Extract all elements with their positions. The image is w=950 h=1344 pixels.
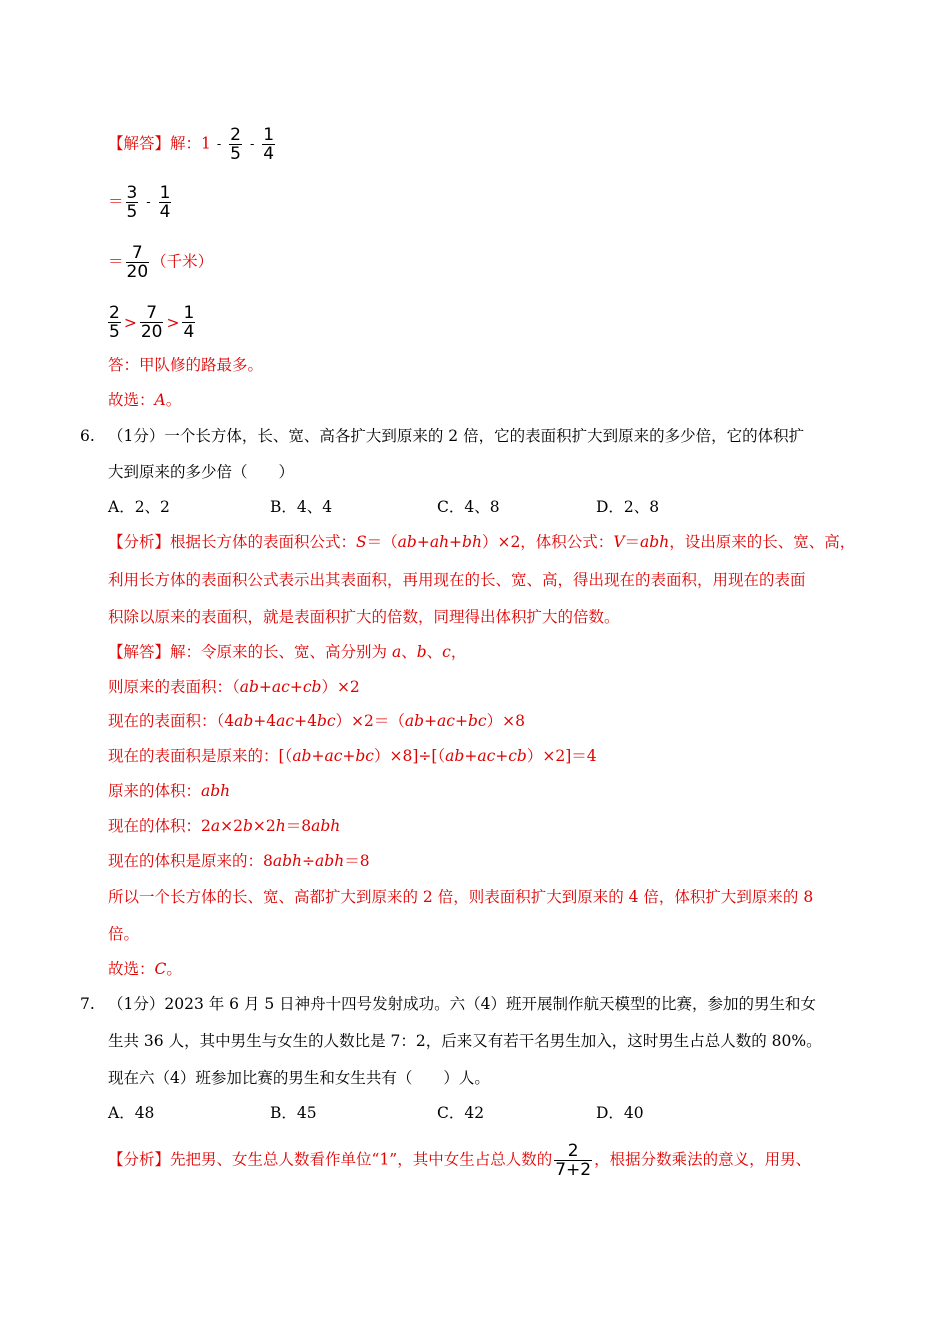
- q6-analysis-line1: 【分析】根据长方体的表面积公式：S＝（ab+ah+bh）×2，体积公式：V＝abh，设出原来的长、宽、高，: [108, 533, 856, 551]
- q7-stem-line3: 现在六（4）班参加比赛的男生和女生共有（ ）人。: [108, 1069, 490, 1087]
- q5-solution-line1: [108, 126, 277, 163]
- q7-stem-line1: （1分）2023 年 6 月 5 日神舟十四号发射成功。六（4）班开展制作航天模型的比赛，参加的男生和女: [108, 995, 817, 1013]
- q6-stem-line2: 大到原来的多少倍（ ）: [108, 463, 295, 481]
- solution-intro: 解：1: [170, 134, 211, 153]
- q5-comparison: [106, 304, 197, 341]
- fraction-2-5: $\frac{2}{5}$: [230, 125, 241, 164]
- minus-sign: -: [146, 194, 151, 210]
- fraction-2-5: $\frac{2}{5}$: [109, 303, 120, 342]
- greater-than: >: [166, 313, 180, 332]
- q7-stem-line2: 生共 36 人，其中男生与女生的人数比是 7：2，后来又有若干名男生加入，这时男生占总人数的 80%。: [108, 1032, 822, 1050]
- equals-sign: ＝: [108, 252, 124, 271]
- choice-letter: C: [154, 960, 167, 978]
- q7-option-d: D．40: [596, 1104, 644, 1122]
- q6-option-b: B．4、4: [270, 498, 333, 516]
- q5-answer: 答：甲队修的路最多。: [108, 356, 264, 374]
- fraction-1-4: $\frac{1}{4}$: [159, 183, 171, 222]
- fraction-7-20: $\frac{7}{20}$: [140, 303, 163, 342]
- q7-analysis-line1: 【分析】先把男、女生总人数看作单位“1”，其中女生占总人数的 $\frac{2}{7+2}$ ，根据分数乘法的意义，用男、: [108, 1141, 812, 1180]
- q6-option-d: D．2、8: [596, 498, 660, 516]
- fraction-1-4: $\frac{1}{4}$: [183, 303, 195, 342]
- q6-solution-line1: 【解答】解：令原来的长、宽、高分别为 a、b、c，: [108, 643, 467, 661]
- minus-sign: -: [216, 136, 222, 152]
- fraction-3-5: $\frac{3}{5}$: [126, 183, 138, 222]
- q6-solution-line4: 现在的表面积是原来的：[（ab+ac+bc）×8]÷[（ab+ac+cb）×2]＝4: [108, 747, 597, 765]
- q5-solution-line2: [108, 184, 173, 221]
- solution-label: 【解答】: [108, 134, 171, 153]
- choice-letter: A: [154, 391, 166, 409]
- fraction-1-4: $\frac{1}{4}$: [263, 125, 275, 164]
- equals-sign: ＝: [108, 192, 124, 211]
- q6-analysis-line2: 利用长方体的表面积公式表示出其表面积，再用现在的长、宽、高，得出现在的表面积，用现在的表面: [108, 571, 806, 589]
- fraction-7-20: $\frac{7}{20}$: [126, 243, 149, 282]
- q6-number: 6.: [80, 427, 95, 445]
- fraction-2-over-7plus2: $\frac{2}{7+2}$: [555, 1141, 592, 1180]
- minus-sign: -: [249, 136, 255, 152]
- q7-option-a: A．48: [108, 1104, 155, 1122]
- q6-solution-line9: 倍。: [108, 925, 140, 943]
- q6-choice: 故选：C。: [108, 960, 182, 978]
- greater-than: >: [123, 313, 137, 332]
- q5-solution-line3: [108, 244, 213, 281]
- q6-option-a: A．2、2: [108, 498, 170, 516]
- q7-option-b: B．45: [270, 1104, 317, 1122]
- q6-solution-line6: 现在的体积：2a×2b×2h＝8abh: [108, 817, 341, 835]
- q6-solution-line8: 所以一个长方体的长、宽、高都扩大到原来的 2 倍，则表面积扩大到原来的 4 倍，体积扩大到原来的 8: [108, 888, 814, 906]
- q7-option-c: C．42: [437, 1104, 485, 1122]
- q6-analysis-line3: 积除以原来的表面积，就是表面积扩大的倍数，同理得出体积扩大的倍数。: [108, 608, 620, 626]
- q5-choice: 故选：A。: [108, 391, 182, 409]
- q6-solution-line5: 原来的体积：abh: [108, 782, 231, 800]
- q6-solution-line7: 现在的体积是原来的：8abh÷abh＝8: [108, 852, 370, 870]
- q6-solution-line2: 则原来的表面积：（ab+ac+cb）×2: [108, 678, 360, 696]
- unit-label: （千米）: [151, 252, 214, 271]
- q6-stem-line1: （1分）一个长方体，长、宽、高各扩大到原来的 2 倍，它的表面积扩大到原来的多少倍，它的体积扩: [108, 427, 805, 445]
- q7-number: 7.: [80, 995, 95, 1013]
- q6-option-c: C．4、8: [437, 498, 500, 516]
- q6-solution-line3: 现在的表面积：（4ab+4ac+4bc）×2＝（ab+ac+bc）×8: [108, 712, 525, 730]
